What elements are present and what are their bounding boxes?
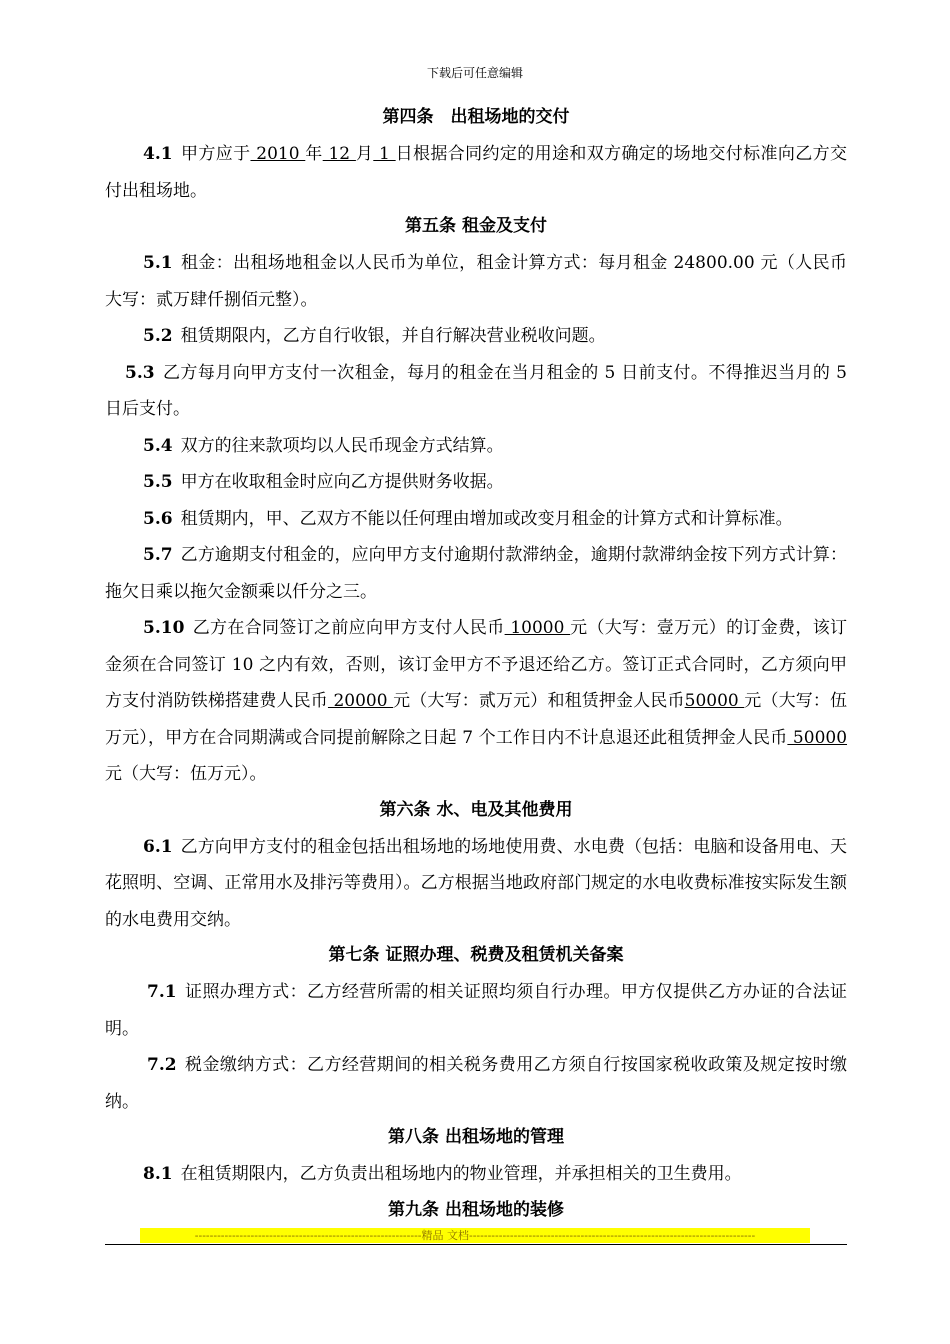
page-header-note: 下载后可任意编辑 (426, 66, 523, 80)
footer-watermark-band: -------------------------------------------------------------精品 文档----------------------------------------------------------------------------- (140, 1228, 810, 1243)
article-5-heading: 第五条 租金及支付 (405, 216, 547, 236)
delivery-day: 1 (373, 144, 396, 164)
clause-6-1: 6.1 乙方向甲方支付的租金包括出租场地的场地使用费、水电费（包括：电脑和设备用电、天花照明、空调、正常用水及排污等费用）。乙方根据当地政府部门规定的水电收费标准按实际发生额的水电费用交纳。 (105, 836, 847, 930)
delivery-year: 2010 (250, 144, 306, 164)
clause-number: 5.7 (143, 545, 173, 565)
clause-5-4: 5.4 双方的往来款项均以人民币现金方式结算。 (143, 435, 504, 456)
article-6-heading: 第六条 水、电及其他费用 (379, 799, 573, 820)
clause-5-5: 5.5 甲方在收取租金时应向乙方提供财务收据。 (143, 472, 504, 492)
article-7-heading: 第七条 证照办理、税费及租赁机关备案 (328, 945, 624, 965)
clause-number: 8.1 (143, 1164, 173, 1184)
clause-number: 6.1 (143, 836, 173, 857)
deposit-amount: 10000 (504, 618, 571, 638)
clause-7-1: 7.1 证照办理方式：乙方经营所需的相关证照均须自行办理。甲方仅提供乙方办证的合法证明。 (105, 982, 847, 1039)
clause-number: 4.1 (143, 144, 173, 164)
clause-number: 7.1 (147, 982, 177, 1002)
delivery-month: 12 (322, 144, 356, 164)
fire-ladder-fee: 20000 (327, 691, 394, 711)
clause-5-7: 5.7 乙方逾期支付租金的，应向甲方支付逾期付款滞纳金，逾期付款滞纳金按下列方式计算：拖欠日乘以拖欠金额乘以仟分之三。 (105, 545, 847, 602)
clause-number: 5.3 (125, 362, 155, 383)
clause-8-1: 8.1 在租赁期限内，乙方负责出租场地内的物业管理，并承担相关的卫生费用。 (143, 1164, 742, 1184)
clause-4-1: 4.1 甲方应于 2010 年 12 月 1 日根据合同约定的用途和双方确定的场地交付标准向乙方交付出租场地。 (105, 144, 848, 201)
clause-number: 7.2 (147, 1055, 177, 1075)
article-9-heading: 第九条 出租场地的装修 (388, 1199, 564, 1220)
document-body (105, 100, 847, 1229)
security-deposit-refund: 50000 (787, 727, 848, 748)
clause-5-1: 5.1 租金：出租场地租金以人民币为单位，租金计算方式：每月租金 24800.00 元（人民币大写：贰万肆仟捌佰元整）。 (105, 253, 847, 310)
security-deposit-amount: 50000 (684, 691, 745, 711)
clause-7-2: 7.2 税金缴纳方式：乙方经营期间的相关税务费用乙方须自行按国家税收政策及规定按时缴纳。 (105, 1055, 847, 1112)
clause-number: 5.6 (143, 508, 173, 529)
article-8-heading: 第八条 出租场地的管理 (388, 1127, 564, 1147)
clause-number: 5.2 (143, 326, 173, 346)
clause-5-2: 5.2 租赁期限内，乙方自行收银，并自行解决营业税收问题。 (143, 326, 606, 346)
article-4-heading: 第四条 出租场地的交付 (382, 107, 570, 127)
clause-5-3: 5.3 乙方每月向甲方支付一次租金，每月的租金在当月租金的 5 日前支付。不得推迟当月的 5 日后支付。 (105, 362, 847, 419)
clause-5-10: 5.10 乙方在合同签订之前应向甲方支付人民币 10000 元（大写：壹万元）的订金费，该订金须在合同签订 10 之内有效，否则，该订金甲方不予退还给乙方。签订正式合同时，乙方须向甲方支付消防铁梯搭建费人民币 20000 元（大写：贰万元）和租赁押金人民币50000 元（大写：伍万元），甲方在合同期满或合同提前解除之日起 7 个工作日内不计息退还此租赁押金人民币 50000 元（大写：伍万元）。 (105, 618, 848, 784)
clause-number: 5.1 (143, 253, 173, 273)
clause-number: 5.10 (143, 618, 185, 638)
clause-5-6: 5.6 租赁期内，甲、乙双方不能以任何理由增加或改变月租金的计算方式和计算标准。 (143, 508, 793, 529)
clause-number: 5.4 (143, 435, 173, 456)
footer-divider (105, 1244, 847, 1245)
clause-number: 5.5 (143, 472, 173, 492)
